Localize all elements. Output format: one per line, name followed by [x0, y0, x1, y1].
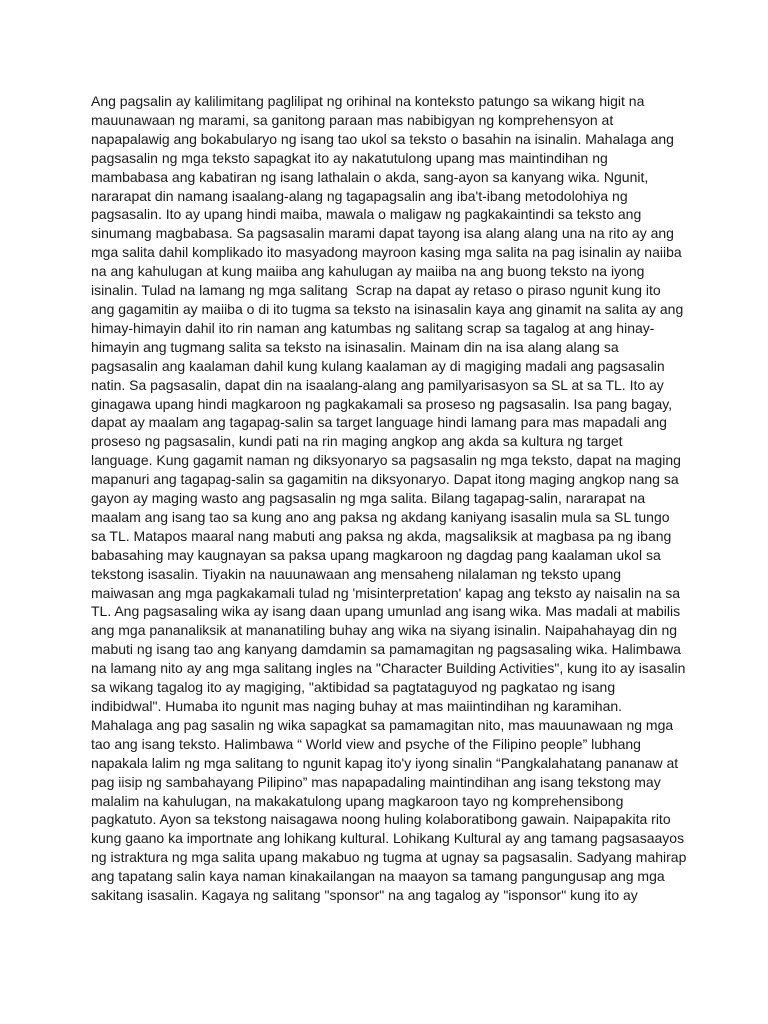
text-line: ang gagamitin ay maiiba o di ito tugma sa teksto na isinasalin kaya ang ginamit na salita ay ang — [91, 300, 684, 317]
text-line: TL. Ang pagsasaling wika ay isang daan upang umunlad ang isang wika. Mas madali at mabilis — [91, 603, 681, 620]
text-line: pag iisip ng sambahayang Pilipino” mas napapadaling maintindihan ang isang tekstong may — [91, 773, 661, 790]
text-line: pagsasalin ng mga teksto sapagkat ito ay nakatutulong upang mas maintindihan ng — [91, 149, 608, 166]
text-line: indibidwal". Humaba ito ngunit mas naging buhay at mas maiintindihan ng karamihan. — [91, 698, 623, 714]
text-line: napakala lalim ng mga salitang to ngunit kapag ito'y iyong sinalin “Pangkalahatang pananaw at — [91, 754, 679, 771]
text-line: tekstong isasalin. Tiyakin na nauunawaan ang mensaheng nilalaman ng teksto upang — [91, 565, 622, 582]
text-line: sa wikang tagalog ito ay magiging, "aktibidad sa pagtataguyod ng pagkatao ng isang — [91, 679, 616, 696]
text-line: sinumang magbabasa. Sa pagsasalin marami dapat tayong isa alang alang una na rito ay ang — [91, 225, 674, 242]
text-line: mabuti ng isang tao ang kanyang damdamin sa pamamagitan ng pagsasaling wika. Halimbawa — [91, 641, 681, 658]
text-line: pagsasalin ang kaalaman dahil kung kulang kaalaman ay di magiging madali ang pagsasalin — [91, 357, 665, 374]
text-line: pagkatuto. Ayon sa tekstong naisagawa noong huling kolaboratibong gawain. Naipapakita rito — [91, 811, 671, 828]
text-line: isinalin. Tulad na lamang ng mga salitang Scrap na dapat ay retaso o piraso ngunit kung ito — [91, 282, 661, 299]
text-line: na lamang nito ay ang mga salitang ingles na "Character Building Activities", kung ito ay isasalin — [91, 660, 686, 677]
text-line: kung gaano ka importnate ang lohikang kultural. Lohikang Kultural ay ang tamang pagsasaayos — [91, 830, 685, 847]
text-line: proseso ng pagsasalin, kundi pati na rin maging angkop ang akda sa kultura ng target — [91, 433, 623, 450]
body-paragraph — [91, 92, 691, 905]
text-line: mambabasa ang kabatiran ng isang lathalain o akda, sang-ayon sa kanyang wika. Ngunit, — [91, 168, 649, 185]
text-line: tao ang isang teksto. Halimbawa “ World view and psyche of the Filipino people” lubhang — [91, 735, 641, 752]
text-line: language. Kung gagamit naman ng diksyonaryo sa pagsasalin ng mga teksto, dapat na maging — [91, 452, 681, 469]
text-line: ginagawa upang hindi magkaroon ng pagkakamali sa proseso ng pagsasalin. Isa pang bagay, — [91, 395, 673, 412]
text-line: ang mga pananaliksik at mananatiling buhay ang wika na siyang isinalin. Naipahahayag din ng — [91, 622, 678, 639]
text-line: himay-himayin dahil ito rin naman ang katumbas ng salitang scrap sa tagalog at ang hinay- — [91, 319, 655, 336]
text-line: Mahalaga ang pag sasalin ng wika sapagkat sa pamamagitan nito, mas mauunawaan ng mga — [91, 716, 674, 733]
text-line: napapalawig ang bokabularyo ng isang tao ukol sa teksto o basahin na isinalin. Mahalaga ang — [91, 130, 674, 147]
text-line: himayin ang tugmang salita sa teksto na isinasalin. Mainam din na isa alang alang sa — [91, 338, 619, 355]
text-line: dapat ay maalam ang tagapag-salin sa target language hindi lamang para mas mapadali ang — [91, 414, 667, 431]
text-line: Ang pagsalin ay kalilimitang paglilipat ng orihinal na konteksto patungo sa wikang higit na — [91, 93, 645, 109]
text-line: ng istraktura ng mga salita upang makabuo ng tugma at ugnay sa pagsasalin. Sadyang mahirap — [91, 849, 687, 866]
text-line: sa TL. Matapos maaral nang mabuti ang paksa ng akda, magsaliksik at magbasa pa ng ibang — [91, 527, 672, 544]
text-line: maalam ang isang tao sa kung ano ang paksa ng akdang kaniyang isasalin mula sa SL tungo — [91, 508, 670, 525]
text-line: na ang kahulugan at kung maiiba ang kahulugan ay maiiba na ang buong teksto na iyong — [91, 263, 645, 280]
text-line: nararapat din namang isaalang-alang ng tagapagsalin ang iba't-ibang metodolohiya ng — [91, 187, 628, 204]
text-line: mga salita dahil komplikado ito masyadong mayroon kasing mga salita na pag isinalin ay naiiba — [91, 244, 682, 261]
text-line: maiwasan ang mga pagkakamali tulad ng 'misinterpretation' kapag ang teksto ay naisalin na sa — [91, 584, 681, 601]
text-line: malalim na kahulugan, na makakatulong upang magkaroon tayo ng komprehensibong — [91, 792, 624, 809]
text-line: mapanuri ang tagapag-salin sa gagamitin na diksyonaryo. Dapat itong maging angkop nang sa — [91, 471, 679, 488]
text-line: natin. Sa pagsasalin, dapat din na isaalang-alang ang pamilyarisasyon sa SL at sa TL. Ito ay — [91, 376, 664, 393]
text-line: ang tapatang salin kaya naman kinakailangan na maayon sa tamang pangungusap ang mga — [91, 868, 665, 885]
text-line: mauunawaan ng marami, sa ganitong paraan mas nabibigyan ng komprehensyon at — [91, 111, 614, 128]
text-line: pagsasalin. Ito ay upang hindi maiba, mawala o maligaw ng pagkakaintindi sa teksto ang — [91, 206, 642, 223]
text-line: gayon ay maging wasto ang pagsasalin ng mga salita. Bilang tagapag-salin, nararapat na — [91, 490, 646, 507]
text-line: babasahing may kaugnayan sa paksa upang magkaroon ng dagdag pang kaalaman ukol sa — [91, 546, 661, 563]
text-line: sakitang isasalin. Kagaya ng salitang "sponsor" na ang tagalog ay "isponsor" kung ito ay — [91, 887, 638, 904]
